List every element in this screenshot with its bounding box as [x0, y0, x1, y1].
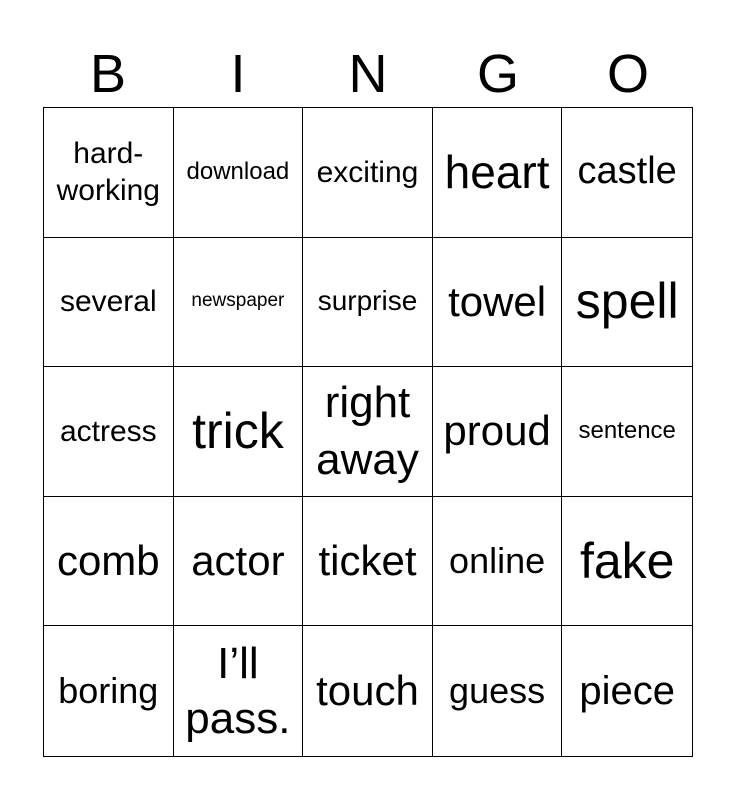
cell-label: online	[449, 540, 546, 582]
cell-label: ticket	[318, 537, 417, 584]
cell-label: proud	[443, 407, 551, 455]
cell-label: sentence	[578, 417, 676, 445]
cell-label: boring	[58, 670, 159, 712]
bingo-cell[interactable]	[433, 367, 563, 497]
bingo-cell[interactable]	[174, 367, 304, 497]
cell-label: hard-working	[56, 136, 160, 208]
cell-label: download	[186, 158, 290, 186]
bingo-cell[interactable]	[174, 626, 304, 756]
header-letter-n: N	[348, 44, 388, 104]
bingo-cell[interactable]	[433, 238, 563, 368]
bingo-cell[interactable]	[303, 108, 433, 238]
cell-label: spell	[575, 273, 679, 330]
header-letter-o: O	[606, 44, 649, 104]
bingo-board	[43, 107, 693, 757]
cell-label: touch	[316, 667, 419, 715]
cell-label: exciting	[316, 155, 419, 189]
cell-label: newspaper	[191, 290, 285, 312]
cell-label: several	[59, 285, 157, 319]
header-letter-i: I	[230, 44, 246, 104]
cell-label: surprise	[317, 285, 418, 317]
cell-label: I’ll pass.	[185, 639, 291, 744]
bingo-header	[43, 42, 693, 106]
bingo-cell[interactable]	[44, 626, 174, 756]
cell-label: guess	[449, 670, 546, 712]
cell-label: heart	[444, 146, 550, 198]
bingo-cell[interactable]	[303, 367, 433, 497]
cell-label: castle	[577, 150, 677, 193]
cell-label: actress	[59, 414, 157, 448]
bingo-cell[interactable]	[44, 367, 174, 497]
header-letter-g: G	[476, 44, 519, 104]
cell-label: comb	[56, 537, 160, 584]
bingo-cell[interactable]	[433, 497, 563, 627]
bingo-cell[interactable]	[562, 497, 692, 627]
bingo-cell[interactable]	[562, 367, 692, 497]
bingo-cell[interactable]	[562, 626, 692, 756]
bingo-cell[interactable]	[433, 108, 563, 238]
bingo-cell[interactable]	[562, 238, 692, 368]
cell-label: towel	[448, 277, 547, 325]
bingo-cell[interactable]	[44, 497, 174, 627]
bingo-cell[interactable]	[562, 108, 692, 238]
cell-label: trick	[192, 402, 284, 459]
bingo-cell[interactable]	[174, 238, 304, 368]
bingo-cell[interactable]	[303, 626, 433, 756]
bingo-cell[interactable]	[174, 108, 304, 238]
bingo-cell[interactable]	[303, 238, 433, 368]
cell-label: right away	[316, 378, 419, 485]
bingo-cell[interactable]	[303, 497, 433, 627]
bingo-cell[interactable]	[44, 108, 174, 238]
bingo-cell[interactable]	[433, 626, 563, 756]
cell-label: actor	[191, 537, 285, 584]
cell-label: piece	[579, 669, 675, 714]
bingo-cell[interactable]	[174, 497, 304, 627]
header-letter-b: B	[89, 44, 127, 104]
cell-label: fake	[579, 532, 675, 589]
bingo-cell[interactable]	[44, 238, 174, 368]
